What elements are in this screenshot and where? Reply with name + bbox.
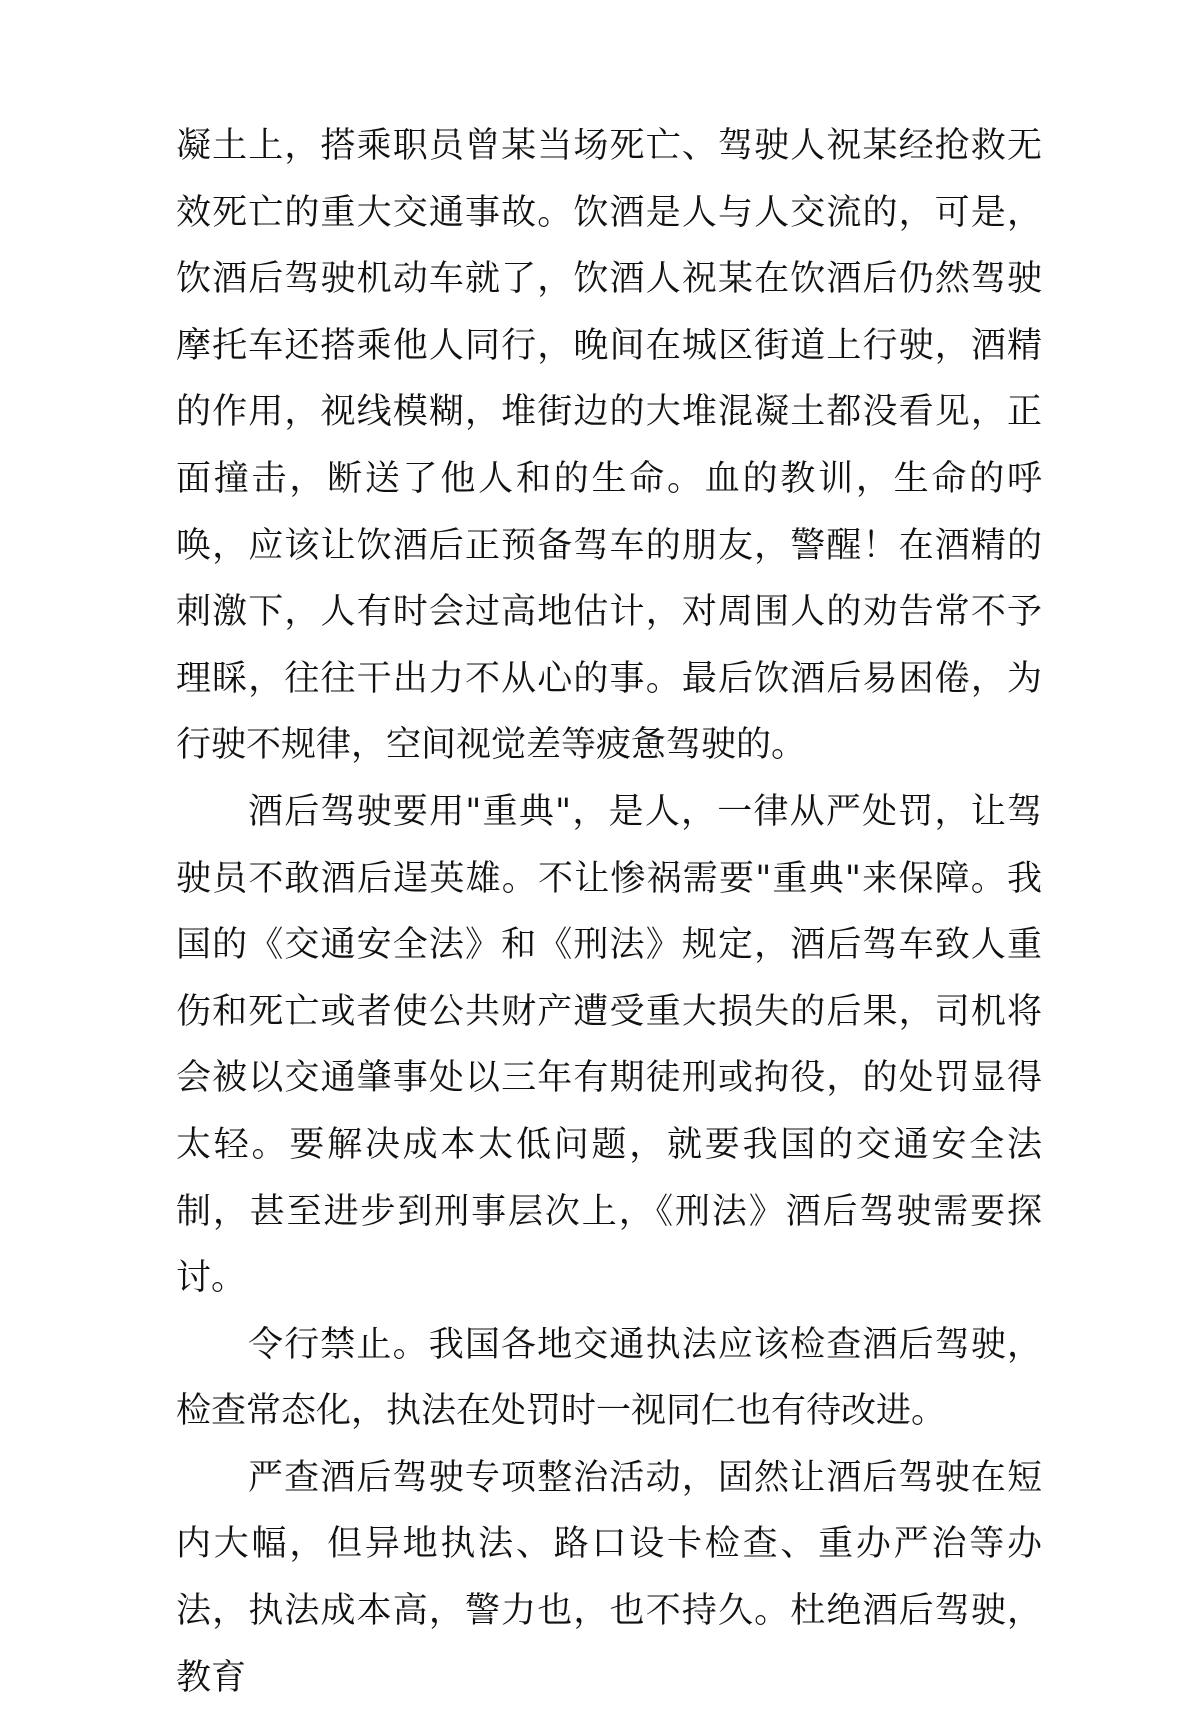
paragraph-heavy-penalty: 酒后驾驶要用"重典"，是人，一律从严处罚，让驾驶员不敢酒后逞英雄。不让惨祸需要"重典"来保障。我国的《交通安全法》和《刑法》规定，酒后驾车致人重伤和死亡或者使公共财产遭受重大损失的后果，司机将会被以交通肇事处以三年有期徒刑或拘役，的处罚显得太轻。要解决成本太低问题，就要我国的交通安全法制，甚至进步到刑事层次上，《刑法》酒后驾驶需要探讨。 — [176, 791, 1042, 1299]
paragraph-special-campaign: 严查酒后驾驶专项整治活动，固然让酒后驾驶在短内大幅，但异地执法、路口设卡检查、重办严治等办法，执法成本高，警力也，也不持久。杜绝酒后驾驶，教育 — [176, 1457, 1042, 1698]
paragraph-continued: 凝土上，搭乘职员曾某当场死亡、驾驶人祝某经抢救无效死亡的重大交通事故。饮酒是人与人交流的，可是，饮酒后驾驶机动车就了，饮酒人祝某在饮酒后仍然驾驶摩托车还搭乘他人同行，晚间在城区街道上行驶，酒精的作用，视线模糊，堆街边的大堆混凝土都没看见，正面撞击，断送了他人和的生命。血的教训，生命的呼唤，应该让饮酒后正预备驾车的朋友，警醒！在酒精的刺激下，人有时会过高地估计，对周围人的劝告常不予理睬，往往干出力不从心的事。最后饮酒后易困倦，为行驶不规律，空间视觉差等疲惫驾驶的。 — [176, 126, 1042, 766]
body-text — [176, 113, 1042, 1711]
paragraph-enforcement: 令行禁止。我国各地交通执法应该检查酒后驾驶，检查常态化，执法在处罚时一视同仁也有待改进。 — [176, 1324, 1042, 1432]
